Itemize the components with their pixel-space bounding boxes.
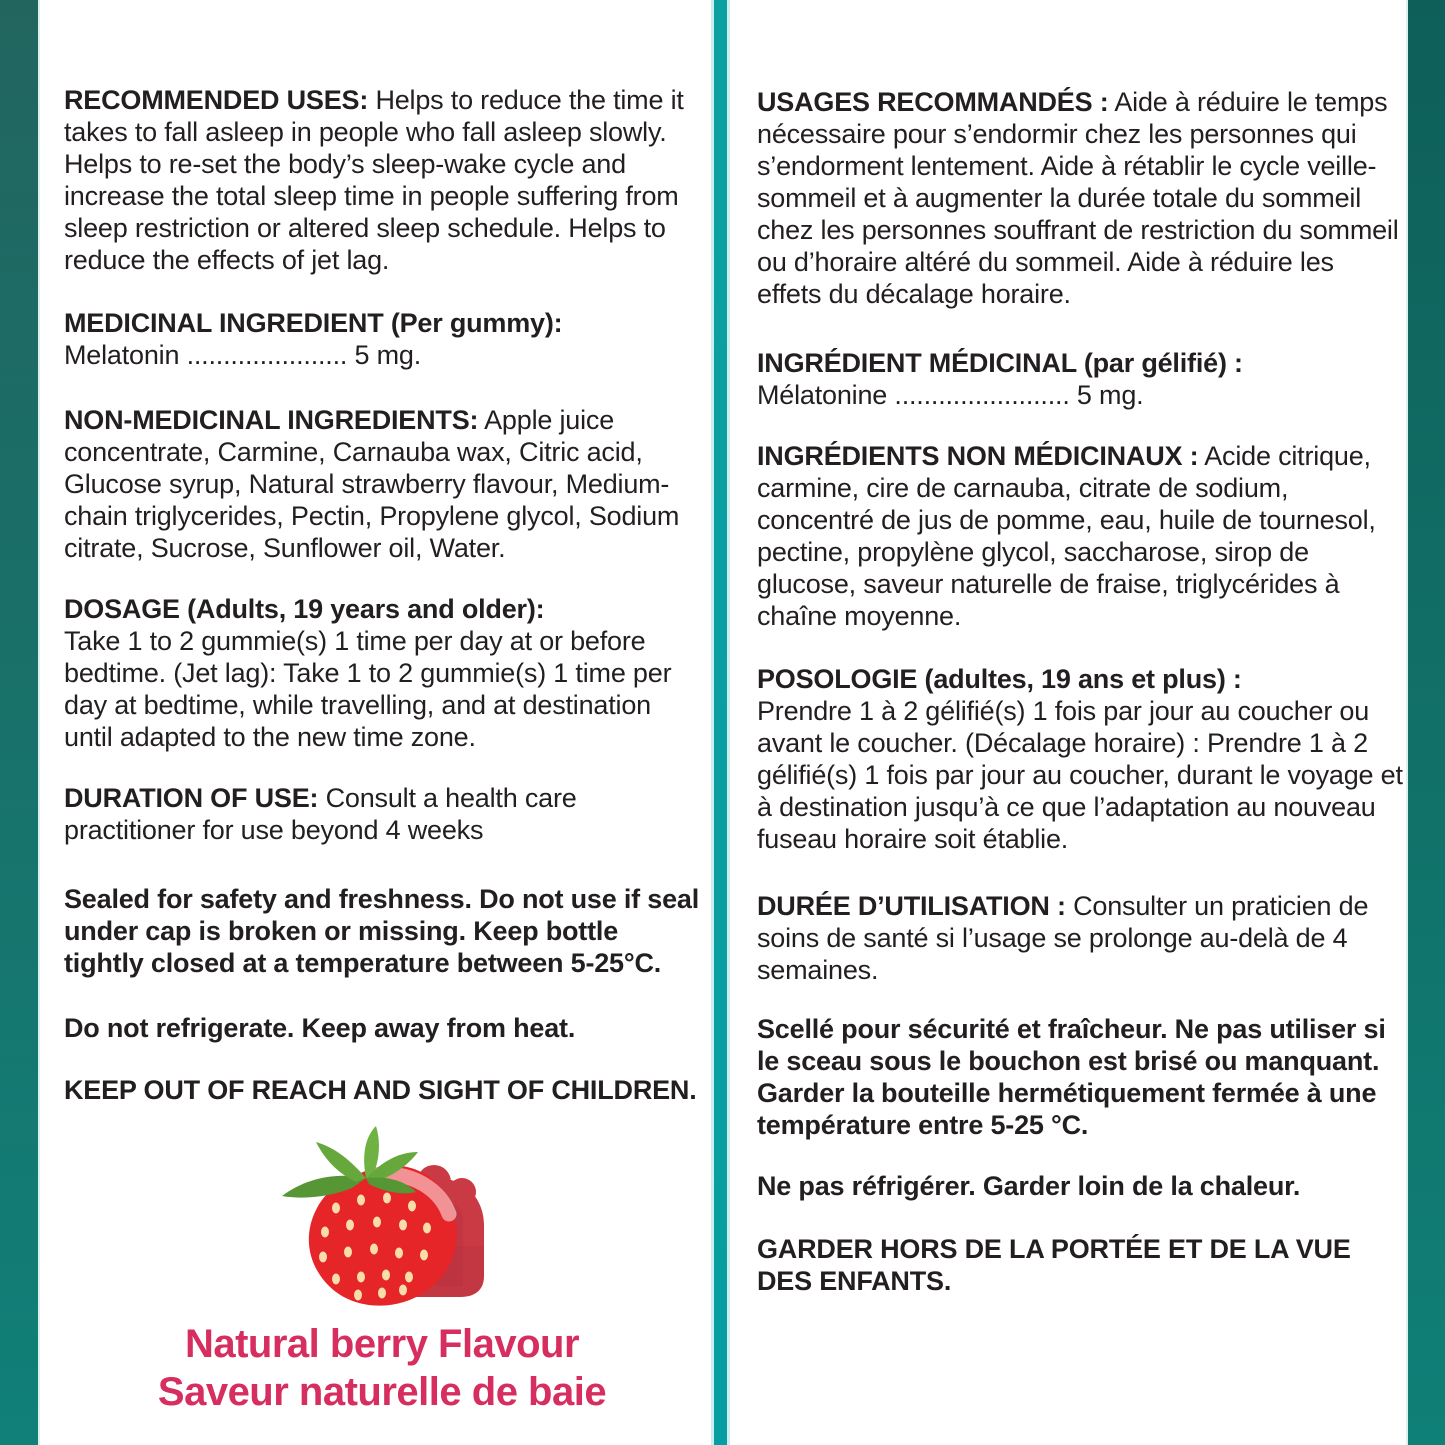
refrigerate-warning: Do not refrigerate. Keep away from heat. bbox=[64, 1013, 576, 1043]
section-duration bbox=[64, 782, 700, 846]
section-posologie bbox=[757, 663, 1405, 855]
duree-label: DURÉE D’UTILISATION : bbox=[757, 891, 1066, 921]
sealed-warning: Sealed for safety and freshness. Do not use if seal under cap is broken or missing. Keep bottle tightly closed at a temperature between 5-25°C. bbox=[64, 884, 700, 978]
usages-recommandes-label: USAGES RECOMMANDÉS : bbox=[757, 87, 1109, 117]
section-duree bbox=[757, 890, 1405, 986]
dosage-body: Take 1 to 2 gummie(s) 1 time per day at or before bedtime. (Jet lag): Take 1 to 2 gummie(s) 1 time per day at bedtime, while travelling, and at destination until adapted to the new time zone. bbox=[64, 626, 672, 752]
garder-hors-warning: GARDER HORS DE LA PORTÉE ET DE LA VUE DES ENFANTS. bbox=[757, 1234, 1351, 1296]
section-usages-recommandes bbox=[757, 86, 1405, 310]
section-dosage bbox=[64, 593, 700, 753]
column-divider-bar bbox=[714, 0, 727, 1445]
berry-illustration bbox=[64, 1126, 700, 1314]
dosage-label: DOSAGE (Adults, 19 years and older): bbox=[64, 594, 545, 624]
recommended-uses-body: Helps to reduce the time it takes to fall asleep in people who fall asleep slowly. Helps to re-set the body’s sleep-wake cycle and increase the total sleep time in people suffering from sleep restriction or altered sleep schedule. Helps to reduce the effects of jet lag. bbox=[64, 85, 684, 275]
flavor-text-fr: Saveur naturelle de baie bbox=[157, 1370, 607, 1414]
ingredient-medicinal-value: Mélatonine ........................ 5 mg. bbox=[757, 380, 1144, 410]
medicinal-ingredient-value: Melatonin ...................... 5 mg. bbox=[64, 340, 422, 370]
duree-body: Consulter un praticien de soins de santé si l’usage se prolonge au-delà de 4 semaines. bbox=[757, 891, 1369, 985]
ingredient-medicinal-label: INGRÉDIENT MÉDICINAL (par gélifié) : bbox=[757, 348, 1243, 378]
non-medicinal-body: Apple juice concentrate, Carmine, Carnauba wax, Citric acid, Glucose syrup, Natural strawberry flavour, Medium-chain triglycerides, Pectin, Propylene glycol, Sodium citrate, Sucrose, Sunflower oil, Water. bbox=[64, 405, 680, 563]
non-medicinal-label: NON-MEDICINAL INGREDIENTS: bbox=[64, 405, 479, 435]
right-edge-teal-bar bbox=[1408, 0, 1445, 1445]
ingredients-non-medicinaux-body: Acide citrique, carmine, cire de carnauba, citrate de sodium, concentré de jus de pomme, eau, huile de tournesol, pectine, propylène glycol, saccharose, sirop de glucose, saveur naturelle de fraise, triglycérides à chaîne moyenne. bbox=[757, 441, 1376, 631]
scelle-warning: Scellé pour sécurité et fraîcheur. Ne pas utiliser si le sceau sous le bouchon est brisé ou manquant. Garder la bouteille hermétiquement fermée à une température entre 5-25 °C. bbox=[757, 1014, 1386, 1140]
medicinal-ingredient-label: MEDICINAL INGREDIENT (Per gummy): bbox=[64, 308, 563, 338]
recommended-uses-label: RECOMMENDED USES: bbox=[64, 85, 369, 115]
flavor-callout bbox=[64, 1320, 700, 1416]
ingredients-non-medicinaux-label: INGRÉDIENTS NON MÉDICINAUX : bbox=[757, 441, 1199, 471]
strawberry-icon bbox=[282, 1126, 457, 1306]
section-ingredients-non-medicinaux bbox=[757, 440, 1405, 632]
french-column bbox=[757, 0, 1405, 1297]
flavor-text-en: Natural berry Flavour bbox=[184, 1322, 580, 1366]
duration-body: Consult a health care practitioner for use beyond 4 weeks bbox=[64, 783, 577, 845]
duration-label: DURATION OF USE: bbox=[64, 783, 319, 813]
strawberry-leaves-icon bbox=[282, 1126, 418, 1198]
english-column bbox=[64, 0, 700, 1416]
section-medicinal-ingredient bbox=[64, 307, 700, 371]
posologie-body: Prendre 1 à 2 gélifié(s) 1 fois par jour au coucher ou avant le coucher. (Décalage horaire) : Prendre 1 à 2 gélifié(s) 1 fois par jour au coucher, durant le voyage et à destination jusqu’à ce que l’adaptation au nouveau fuseau horaire soit établie. bbox=[757, 696, 1403, 854]
usages-recommandes-body: Aide à réduire le temps nécessaire pour s’endormir chez les personnes qui s’endorment lentement. Aide à rétablir le cycle veille-sommeil et à augmenter la durée totale du sommeil chez les personnes souffrant de restriction du sommeil ou d’horaire altéré du sommeil. Aide à réduire les effets du décalage horaire. bbox=[757, 87, 1399, 309]
section-recommended-uses bbox=[64, 84, 700, 276]
section-ingredient-medicinal bbox=[757, 347, 1405, 411]
left-edge-teal-bar bbox=[0, 0, 38, 1445]
posologie-label: POSOLOGIE (adultes, 19 ans et plus) : bbox=[757, 664, 1242, 694]
section-non-medicinal bbox=[64, 404, 700, 564]
ne-pas-refrigerer-warning: Ne pas réfrigérer. Garder loin de la chaleur. bbox=[757, 1171, 1301, 1201]
keep-out-warning: KEEP OUT OF REACH AND SIGHT OF CHILDREN. bbox=[64, 1075, 697, 1105]
